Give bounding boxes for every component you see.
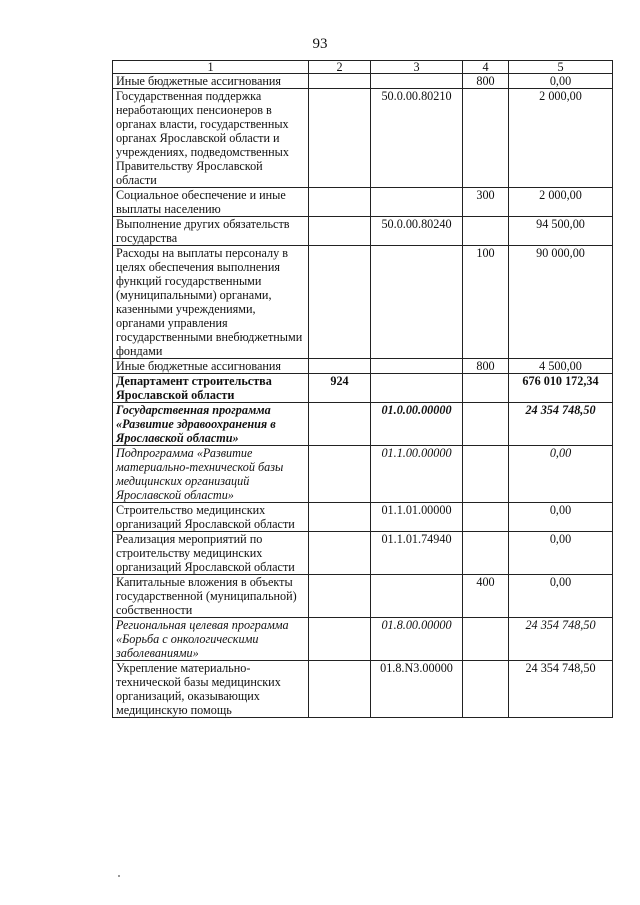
table-row (113, 575, 613, 618)
row-target-code-cell (371, 575, 463, 618)
row-amount-cell: 24 354 748,50 (509, 661, 613, 718)
table-row (113, 217, 613, 246)
table-row (113, 532, 613, 575)
row-expense-type-cell (463, 618, 509, 661)
row-name-cell: Капитальные вложения в объекты государственной (муниципальной) собственности (113, 575, 309, 618)
row-dept-code-cell (309, 575, 371, 618)
row-amount-cell: 94 500,00 (509, 217, 613, 246)
table-row (113, 503, 613, 532)
row-name-cell: Иные бюджетные ассигнования (113, 359, 309, 374)
row-target-code-cell: 50.0.00.80240 (371, 217, 463, 246)
row-expense-type-cell: 100 (463, 246, 509, 359)
row-target-code-cell (371, 74, 463, 89)
row-expense-type-cell: 800 (463, 359, 509, 374)
row-name-cell: Строительство медицинских организаций Ярославской области (113, 503, 309, 532)
column-header-4: 4 (463, 61, 509, 74)
row-amount-cell: 4 500,00 (509, 359, 613, 374)
row-name-cell: Расходы на выплаты персоналу в целях обеспечения выполнения функций государственными (муниципальными) органами, казенными учреждениями, органами управления государственными внебюджетными фондами (113, 246, 309, 359)
column-header-3: 3 (371, 61, 463, 74)
row-name-cell: Подпрограмма «Развитие материально-технической базы медицинских организаций Ярославской области» (113, 446, 309, 503)
row-expense-type-cell (463, 217, 509, 246)
table-row (113, 403, 613, 446)
row-dept-code-cell (309, 188, 371, 217)
row-amount-cell: 0,00 (509, 74, 613, 89)
row-dept-code-cell (309, 403, 371, 446)
row-dept-code-cell (309, 89, 371, 188)
table-row (113, 618, 613, 661)
row-dept-code-cell (309, 446, 371, 503)
row-target-code-cell: 01.0.00.00000 (371, 403, 463, 446)
table-row (113, 446, 613, 503)
row-dept-code-cell (309, 532, 371, 575)
row-expense-type-cell (463, 446, 509, 503)
budget-table-body (113, 61, 613, 718)
row-expense-type-cell (463, 89, 509, 188)
row-name-cell: Социальное обеспечение и иные выплаты населению (113, 188, 309, 217)
row-name-cell: Государственная программа «Развитие здравоохранения в Ярославской области» (113, 403, 309, 446)
table-row (113, 374, 613, 403)
table-row (113, 246, 613, 359)
row-target-code-cell: 01.1.01.74940 (371, 532, 463, 575)
row-amount-cell: 90 000,00 (509, 246, 613, 359)
table-row (113, 89, 613, 188)
row-target-code-cell (371, 188, 463, 217)
row-dept-code-cell (309, 74, 371, 89)
table-row (113, 359, 613, 374)
page-number: 93 (312, 36, 328, 52)
row-dept-code-cell: 924 (309, 374, 371, 403)
header-row (113, 61, 613, 74)
row-target-code-cell: 01.1.01.00000 (371, 503, 463, 532)
row-target-code-cell (371, 246, 463, 359)
row-expense-type-cell (463, 374, 509, 403)
row-expense-type-cell (463, 503, 509, 532)
column-header-2: 2 (309, 61, 371, 74)
row-dept-code-cell (309, 359, 371, 374)
row-dept-code-cell (309, 503, 371, 532)
row-expense-type-cell (463, 532, 509, 575)
row-name-cell: Департамент строительства Ярославской области (113, 374, 309, 403)
row-dept-code-cell (309, 246, 371, 359)
table-row (113, 188, 613, 217)
row-target-code-cell (371, 374, 463, 403)
row-amount-cell: 676 010 172,34 (509, 374, 613, 403)
row-amount-cell: 24 354 748,50 (509, 618, 613, 661)
row-amount-cell: 2 000,00 (509, 89, 613, 188)
table-row (113, 74, 613, 89)
scan-speck (118, 875, 120, 877)
row-target-code-cell: 50.0.00.80210 (371, 89, 463, 188)
table-row (113, 661, 613, 718)
row-amount-cell: 0,00 (509, 532, 613, 575)
row-amount-cell: 24 354 748,50 (509, 403, 613, 446)
row-name-cell: Иные бюджетные ассигнования (113, 74, 309, 89)
row-dept-code-cell (309, 661, 371, 718)
row-name-cell: Государственная поддержка неработающих пенсионеров в органах власти, государственных органах Ярославской области и учреждениях, подведомственных Правительству Ярославской области (113, 89, 309, 188)
row-expense-type-cell: 400 (463, 575, 509, 618)
row-name-cell: Реализация мероприятий по строительству медицинских организаций Ярославской области (113, 532, 309, 575)
row-name-cell: Укрепление материально-технической базы медицинских организаций, оказывающих медицинскую помощь (113, 661, 309, 718)
row-dept-code-cell (309, 618, 371, 661)
row-dept-code-cell (309, 217, 371, 246)
row-expense-type-cell (463, 403, 509, 446)
row-target-code-cell: 01.8.N3.00000 (371, 661, 463, 718)
row-name-cell: Выполнение других обязательств государства (113, 217, 309, 246)
row-target-code-cell: 01.1.00.00000 (371, 446, 463, 503)
row-target-code-cell: 01.8.00.00000 (371, 618, 463, 661)
row-target-code-cell (371, 359, 463, 374)
row-amount-cell: 0,00 (509, 575, 613, 618)
row-amount-cell: 2 000,00 (509, 188, 613, 217)
row-expense-type-cell: 300 (463, 188, 509, 217)
column-header-5: 5 (509, 61, 613, 74)
row-expense-type-cell: 800 (463, 74, 509, 89)
column-header-1: 1 (113, 61, 309, 74)
row-amount-cell: 0,00 (509, 446, 613, 503)
row-name-cell: Региональная целевая программа «Борьба с онкологическими заболеваниями» (113, 618, 309, 661)
row-expense-type-cell (463, 661, 509, 718)
row-amount-cell: 0,00 (509, 503, 613, 532)
budget-table (112, 60, 613, 718)
